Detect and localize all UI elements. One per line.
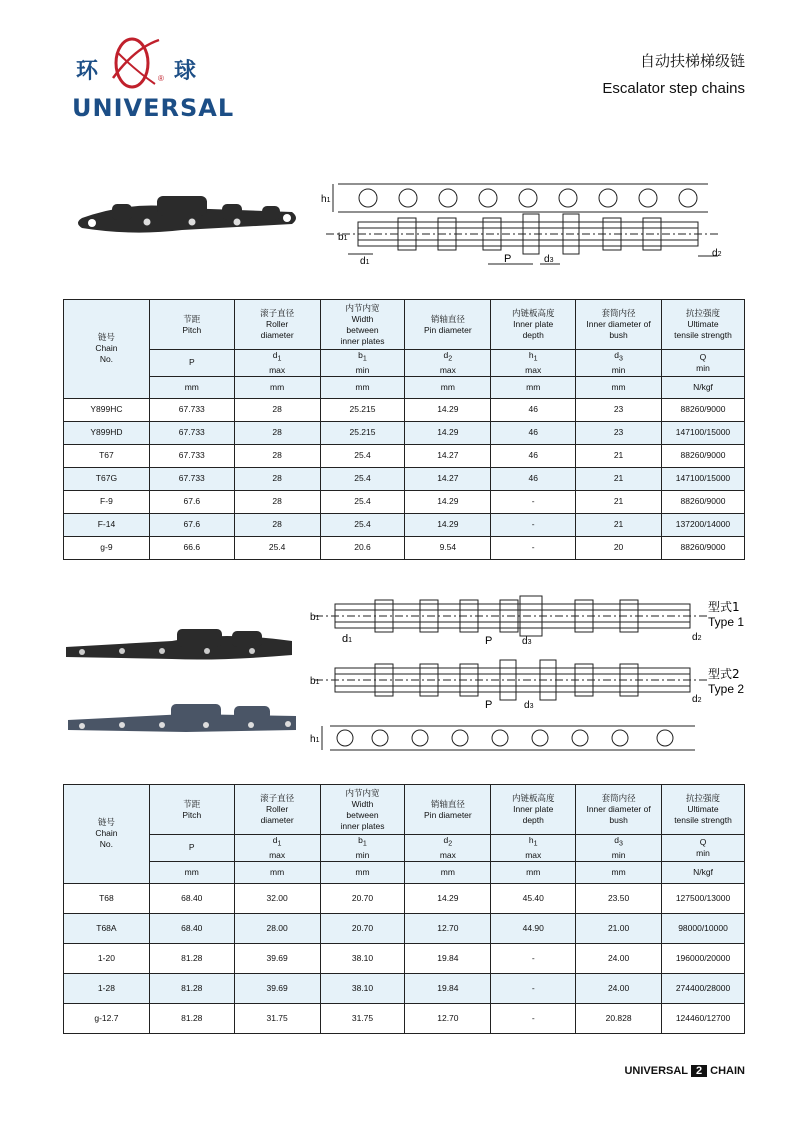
value-cell: 38.10: [320, 973, 405, 1003]
value-cell: 28: [234, 444, 320, 467]
sym-p: P: [149, 835, 234, 862]
sym-b1: $b_1$ min: [320, 835, 405, 862]
title-en: Escalator step chains: [602, 80, 745, 97]
sym-b1: $b_1$ min: [320, 350, 405, 377]
type2-cn: 型式2: [708, 667, 740, 681]
header-chain-no: 链号 Chain No.: [64, 300, 150, 399]
value-cell: 28: [234, 513, 320, 536]
chain-no-cell: 1-20: [64, 943, 150, 973]
dim-b1-type1: b1: [310, 612, 320, 623]
value-cell: 147100/15000: [661, 467, 744, 490]
dim-d3: d3: [544, 254, 554, 265]
value-cell: 25.215: [320, 398, 405, 421]
type1-cn: 型式1: [708, 600, 740, 614]
value-cell: 88260/9000: [661, 444, 744, 467]
chain-no-cell: T67: [64, 444, 150, 467]
registered-mark: ®: [158, 74, 164, 83]
table-row: [64, 943, 745, 973]
value-cell: 20.70: [320, 883, 405, 913]
footer-right: CHAIN: [710, 1065, 745, 1077]
value-cell: 19.84: [405, 973, 491, 1003]
value-cell: 45.40: [491, 883, 576, 913]
value-cell: 88260/9000: [661, 536, 744, 559]
unit-mm: mm: [234, 376, 320, 398]
sym-d1: $d_1$ max: [234, 350, 320, 377]
value-cell: 9.54: [405, 536, 491, 559]
value-cell: 66.6: [149, 536, 234, 559]
chain-photo-3: [66, 700, 302, 742]
value-cell: 21: [576, 513, 662, 536]
sym-h1: $h_1$ max: [491, 350, 576, 377]
dim-p-type1: P: [485, 635, 493, 647]
value-cell: 14.27: [405, 467, 491, 490]
value-cell: 44.90: [491, 913, 576, 943]
value-cell: 23: [576, 398, 662, 421]
table-row: [64, 1003, 745, 1033]
sym-d2: $d_2$ max: [405, 835, 491, 862]
header-tensile: 抗拉强度 Ultimate tensile strength: [661, 300, 744, 350]
value-cell: 88260/9000: [661, 490, 744, 513]
header-chain-no: 链号 Chain No.: [64, 785, 150, 884]
value-cell: 25.4: [234, 536, 320, 559]
unit-mm: mm: [234, 861, 320, 883]
table-row: [64, 398, 745, 421]
value-cell: 67.6: [149, 513, 234, 536]
value-cell: 28: [234, 467, 320, 490]
dim-d2: d2: [712, 248, 722, 259]
footer-left: UNIVERSAL: [624, 1065, 689, 1077]
unit-mm: mm: [149, 376, 234, 398]
value-cell: -: [491, 973, 576, 1003]
dim-d1-type1: d1: [342, 633, 353, 645]
sym-q: Q min: [661, 350, 744, 377]
value-cell: 81.28: [149, 1003, 234, 1033]
dim-d1: d1: [360, 256, 370, 267]
dim-p: P: [504, 253, 512, 265]
value-cell: 67.733: [149, 467, 234, 490]
type2-en: Type 2: [708, 682, 745, 696]
chain-no-cell: 1-28: [64, 973, 150, 1003]
value-cell: 46: [491, 398, 576, 421]
value-cell: 12.70: [405, 1003, 491, 1033]
globe-mark-icon: [109, 34, 161, 92]
header-roller: 滚子直径 Roller diameter: [234, 785, 320, 835]
chain-drawing-1: [318, 172, 728, 282]
value-cell: 23.50: [576, 883, 662, 913]
dim-h1: h1: [310, 734, 320, 745]
table-row: [64, 421, 745, 444]
value-cell: 25.4: [320, 467, 405, 490]
value-cell: 28.00: [234, 913, 320, 943]
value-cell: 98000/10000: [662, 913, 745, 943]
title-cn: 自动扶梯梯级链: [639, 52, 745, 70]
value-cell: 23: [576, 421, 662, 444]
spec-table-1: [63, 299, 745, 560]
logo-cn-left: 环: [76, 59, 99, 84]
chain-drawing-2: [310, 592, 750, 762]
unit-nkgf: N/kgf: [662, 861, 745, 883]
value-cell: 124460/12700: [662, 1003, 745, 1033]
value-cell: 14.27: [405, 444, 491, 467]
value-cell: 25.4: [320, 490, 405, 513]
value-cell: -: [491, 490, 576, 513]
table-row: [64, 513, 745, 536]
value-cell: 32.00: [234, 883, 320, 913]
chain-no-cell: Y899HC: [64, 398, 150, 421]
header-pitch: 节距 Pitch: [149, 785, 234, 835]
logo: [72, 34, 235, 124]
chain-no-cell: Y899HD: [64, 421, 150, 444]
value-cell: 38.10: [320, 943, 405, 973]
dim-h1: h1: [321, 194, 331, 205]
dim-b1: b1: [338, 232, 348, 243]
value-cell: 24.00: [576, 943, 662, 973]
value-cell: 14.29: [405, 490, 491, 513]
value-cell: 21: [576, 444, 662, 467]
value-cell: 25.4: [320, 513, 405, 536]
value-cell: 12.70: [405, 913, 491, 943]
page-number: 2: [691, 1065, 707, 1077]
sym-h1: $h_1$ max: [491, 835, 576, 862]
header-bush: 套筒内径 Inner diameter of bush: [576, 300, 662, 350]
unit-mm: mm: [491, 376, 576, 398]
header-plate: 内链板高度 Inner plate depth: [491, 785, 576, 835]
value-cell: 67.733: [149, 421, 234, 444]
value-cell: -: [491, 536, 576, 559]
value-cell: 20.6: [320, 536, 405, 559]
value-cell: -: [491, 943, 576, 973]
value-cell: 39.69: [234, 943, 320, 973]
value-cell: 25.215: [320, 421, 405, 444]
unit-mm: mm: [320, 861, 405, 883]
header-pin: 销轴直径 Pin diameter: [405, 785, 491, 835]
unit-mm: mm: [405, 376, 491, 398]
sym-d3: $d_3$ min: [576, 350, 662, 377]
page-footer: [624, 1065, 745, 1077]
table-row: [64, 883, 745, 913]
value-cell: 274400/28000: [662, 973, 745, 1003]
value-cell: 14.29: [405, 883, 491, 913]
unit-mm: mm: [149, 861, 234, 883]
table-row: [64, 973, 745, 1003]
sym-d3: $d_3$ min: [576, 835, 662, 862]
value-cell: 39.69: [234, 973, 320, 1003]
value-cell: 196000/20000: [662, 943, 745, 973]
value-cell: 28: [234, 421, 320, 444]
dim-d3-type1: d3: [522, 636, 532, 647]
dim-d3-type2: d3: [524, 700, 534, 711]
table-row: [64, 467, 745, 490]
value-cell: 81.28: [149, 973, 234, 1003]
value-cell: -: [491, 513, 576, 536]
value-cell: 28: [234, 490, 320, 513]
chain-no-cell: g-9: [64, 536, 150, 559]
chain-no-cell: T68: [64, 883, 150, 913]
table-row: [64, 536, 745, 559]
value-cell: 31.75: [320, 1003, 405, 1033]
chain-no-cell: g-12.7: [64, 1003, 150, 1033]
value-cell: 127500/13000: [662, 883, 745, 913]
chain-no-cell: T67G: [64, 467, 150, 490]
value-cell: 14.29: [405, 398, 491, 421]
value-cell: 28: [234, 398, 320, 421]
table-row: [64, 444, 745, 467]
table-row: [64, 490, 745, 513]
sym-p: P: [149, 350, 234, 377]
table-row: [64, 913, 745, 943]
value-cell: 31.75: [234, 1003, 320, 1033]
header-plate: 内链板高度 Inner plate depth: [491, 300, 576, 350]
value-cell: 21: [576, 467, 662, 490]
unit-mm: mm: [320, 376, 405, 398]
unit-mm: mm: [491, 861, 576, 883]
dim-d2-type2: d2: [692, 694, 702, 705]
value-cell: 46: [491, 444, 576, 467]
header-pitch: 节距 Pitch: [149, 300, 234, 350]
value-cell: 67.733: [149, 398, 234, 421]
dim-p-type2: P: [485, 699, 493, 711]
value-cell: 67.6: [149, 490, 234, 513]
value-cell: 20.828: [576, 1003, 662, 1033]
value-cell: 20.70: [320, 913, 405, 943]
value-cell: 21: [576, 490, 662, 513]
value-cell: 68.40: [149, 883, 234, 913]
value-cell: 21.00: [576, 913, 662, 943]
value-cell: 81.28: [149, 943, 234, 973]
unit-mm: mm: [576, 861, 662, 883]
value-cell: 137200/14000: [661, 513, 744, 536]
value-cell: 25.4: [320, 444, 405, 467]
value-cell: 14.29: [405, 513, 491, 536]
header-roller: 滚子直径 Roller diameter: [234, 300, 320, 350]
value-cell: 19.84: [405, 943, 491, 973]
dim-d2-type1: d2: [692, 632, 702, 643]
value-cell: -: [491, 1003, 576, 1033]
value-cell: 68.40: [149, 913, 234, 943]
spec-table-2: [63, 784, 745, 1034]
unit-mm: mm: [576, 376, 662, 398]
sym-d2: $d_2$ max: [405, 350, 491, 377]
sym-q: Q min: [662, 835, 745, 862]
value-cell: 147100/15000: [661, 421, 744, 444]
value-cell: 88260/9000: [661, 398, 744, 421]
logo-en: UNIVERSAL: [72, 94, 235, 122]
chain-no-cell: F-9: [64, 490, 150, 513]
unit-mm: mm: [405, 861, 491, 883]
sym-d1: $d_1$ max: [234, 835, 320, 862]
value-cell: 46: [491, 467, 576, 490]
header-pin: 销轴直径 Pin diameter: [405, 300, 491, 350]
value-cell: 24.00: [576, 973, 662, 1003]
chain-photo-2: [62, 625, 302, 670]
value-cell: 20: [576, 536, 662, 559]
type1-en: Type 1: [708, 615, 745, 629]
value-cell: 46: [491, 421, 576, 444]
value-cell: 67.733: [149, 444, 234, 467]
header-width: 内节内宽 Width between inner plates: [320, 300, 405, 350]
header-bush: 套筒内径 Inner diameter of bush: [576, 785, 662, 835]
chain-no-cell: T68A: [64, 913, 150, 943]
unit-nkgf: N/kgf: [661, 376, 744, 398]
dim-b1-type2: b1: [310, 676, 320, 687]
value-cell: 14.29: [405, 421, 491, 444]
logo-cn-right: 球: [174, 59, 197, 84]
chain-photo-1: [72, 190, 302, 250]
chain-no-cell: F-14: [64, 513, 150, 536]
header-width: 内节内宽 Width between inner plates: [320, 785, 405, 835]
header-tensile: 抗拉强度 Ultimate tensile strength: [662, 785, 745, 835]
